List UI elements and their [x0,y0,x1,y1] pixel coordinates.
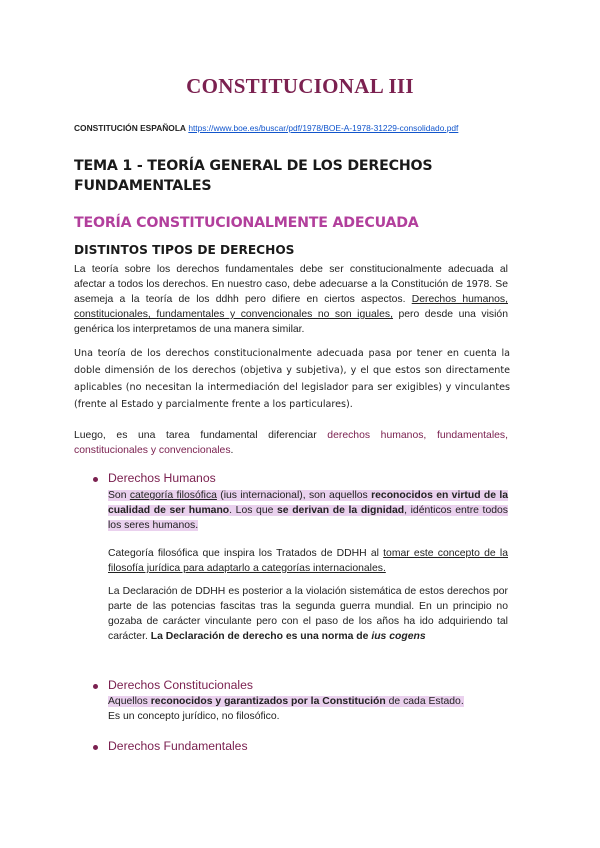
subsection-heading: DISTINTOS TIPOS DE DERECHOS [74,243,295,257]
bullet-heading-humanos: Derechos Humanos [108,471,216,485]
bullet-dot-icon [91,743,99,751]
bullet-dot-icon [91,682,99,690]
paragraph-teoria: Una teoría de los derechos constitucionalmente adecuada pasa por tener en cuenta la doble dimensión de los derechos (objetiva y subjetiva), y el que estos son directamente aplicables (no necesitan la intermediación del legislador para ser exigibles) y vinculantes (frente al Estado y parcialmente frente a los particulares). [74,348,510,410]
document-title: CONSTITUCIONAL III [186,74,414,98]
humanos-paragraph-2: Categoría filosófica que inspira los Tratados de DDHH al tomar este concepto de la filosofía jurídica para adaptarlo a categorías internacionales. [108,548,508,574]
highlighted-terms: derechos humanos, fundamentales, constitucionales y convencionales [74,430,508,456]
tema-heading: TEMA 1 - TEORÍA GENERAL DE LOS DERECHOS FUNDAMENTALES [74,158,433,194]
source-label: CONSTITUCIÓN ESPAÑOLA [74,123,186,133]
constitucionales-paragraph-2: Es un concepto jurídico, no filosófico. [108,711,280,722]
humanos-paragraph-1: Son categoría filosófica (ius internacional), son aquellos reconocidos en virtud de la cualidad de ser humano. Los que se derivan de la dignidad, idénticos entre todos los seres humanos. [108,490,509,531]
bullet-heading-constitucionales: Derechos Constitucionales [108,678,253,692]
source-link[interactable]: https://www.boe.es/buscar/pdf/1978/BOE-A-1978-31229-consolidado.pdf [188,123,459,133]
bullet-dot-icon [91,475,99,483]
source-line [74,123,458,133]
paragraph-intro: La teoría sobre los derechos fundamentales debe ser constitucionalmente adecuada al afectar a todos los derechos. En nuestro caso, debe adecuarse a la Constitución de 1978. Se asemeja a la teoría de los ddhh pero difiere en ciertos aspectos. Derechos humanos, constitucionales, fundamentales y convencionales no son iguales, pero desde una visión genérica los interpretamos de una manera similar. [74,264,508,335]
humanos-paragraph-3: La Declaración de DDHH es posterior a la violación sistemática de estos derechos por parte de las potencias fascitas tras la segunda guerra mundial. En un principio no gozaba de carácter vinculante pero con el paso de los años ha ido adquiriendo tal carácter. La Declaración de derecho es una norma de ius cogens [108,586,508,642]
paragraph-diferenciar: Luego, es una tarea fundamental diferenciar derechos humanos, fundamentales, constitucionales y convencionales. [74,430,508,456]
section-heading: TEORÍA CONSTITUCIONALMENTE ADECUADA [74,215,419,231]
constitucionales-paragraph-1: Aquellos reconocidos y garantizados por la Constitución de cada Estado. [108,696,464,707]
underlined-text: Derechos humanos, constitucionales, fundamentales y convencionales no son iguales, [74,294,508,320]
bullet-heading-fundamentales: Derechos Fundamentales [108,739,248,753]
